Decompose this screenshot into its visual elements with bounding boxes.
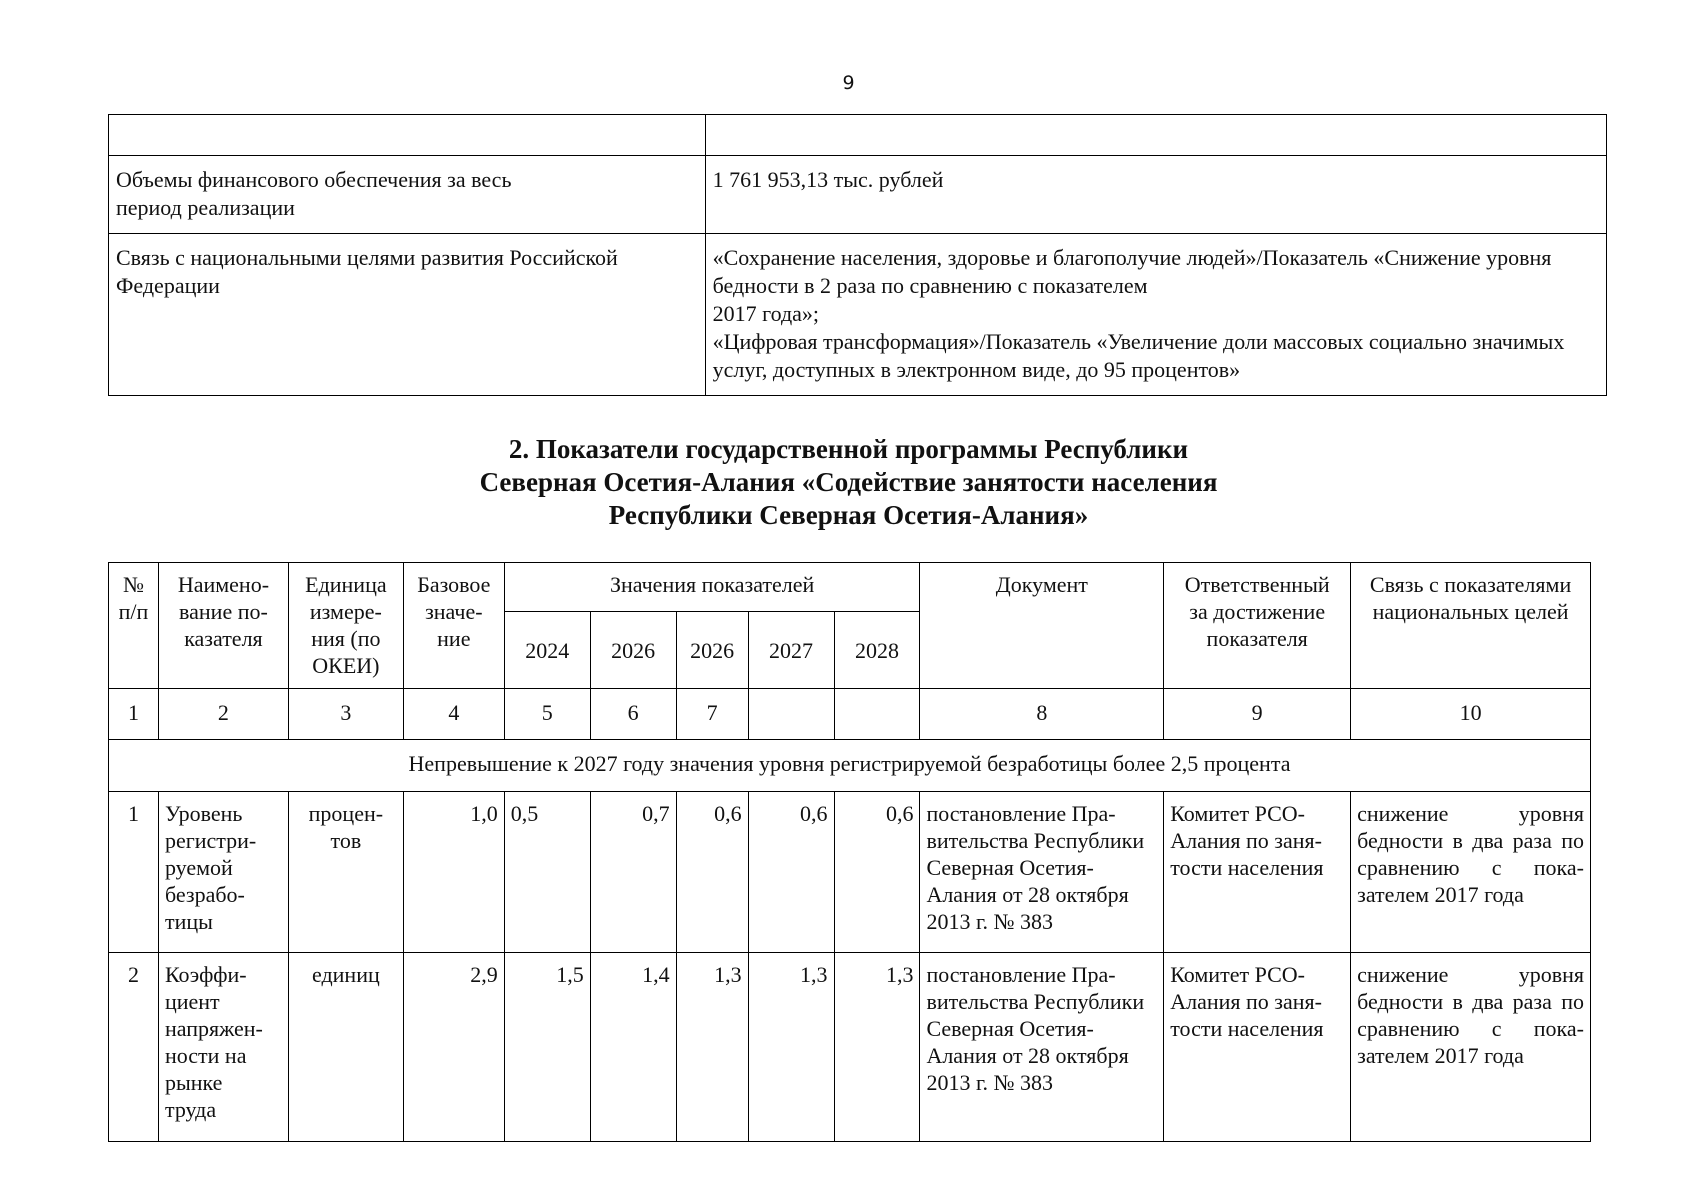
indicator-unit: единиц [288, 953, 403, 1142]
header-year: 2027 [748, 612, 834, 689]
header-no: № п/п [109, 563, 159, 689]
column-number: 3 [288, 689, 403, 740]
column-number: 6 [590, 689, 676, 740]
row-no: 1 [109, 792, 159, 953]
header-values-group: Значения показателей [504, 563, 920, 612]
header-year: 2024 [504, 612, 590, 689]
column-number: 8 [920, 689, 1164, 740]
table-row [109, 953, 1591, 1142]
column-number [748, 689, 834, 740]
passport-label-cell: Объемы финансового обеспечения за весь период реализации [109, 156, 706, 234]
header-link: Связь с показателями национальных целей [1351, 563, 1591, 689]
indicator-responsible: Комитет РСО-Алания по занятости населения [1164, 953, 1351, 1142]
indicator-responsible: Комитет РСО-Алания по занятости населения [1164, 792, 1351, 953]
header-name: Наимено- вание по- казателя [158, 563, 288, 689]
passport-value-cell: «Сохранение населения, здоровье и благополучие людей»/Показатель «Снижение уровня бедности в 2 раза по сравнению с показателем 2017 года»; «Цифровая трансформация»/Показатель «Увеличение доли массовых социально значимых услуг, доступных в электронном виде, до 95 процентов» [705, 234, 1606, 396]
indicator-name: Уровень регистри- руемой безрабо- тицы [158, 792, 288, 953]
header-base: Базовое значе- ние [403, 563, 504, 689]
indicator-value: 0,7 [590, 792, 676, 953]
column-numbers-row [109, 689, 1591, 740]
indicator-unit: процен- тов [288, 792, 403, 953]
column-number: 7 [676, 689, 748, 740]
column-number: 9 [1164, 689, 1351, 740]
indicators-table [108, 562, 1591, 1142]
table-row [109, 792, 1591, 953]
goal-text: Непревышение к 2027 году значения уровня регистрируемой безработицы более 2,5 процента [109, 740, 1591, 792]
indicator-value: 1,3 [676, 953, 748, 1142]
passport-table [108, 114, 1607, 396]
indicator-document: постановление Правительства Республики Северная Осетия-Алания от 28 октября 2013 г. № 383 [920, 792, 1164, 953]
page-number: 9 [842, 72, 855, 94]
indicator-value: 1,3 [834, 953, 920, 1142]
header-unit: Единица измере- ния (по ОКЕИ) [288, 563, 403, 689]
goal-row [109, 740, 1591, 792]
indicator-name: Коэффи- циент напряжен- ности на рынке труда [158, 953, 288, 1142]
row-no: 2 [109, 953, 159, 1142]
indicator-value: 1,5 [504, 953, 590, 1142]
passport-value-cell [705, 115, 1606, 156]
passport-label-cell: Связь с национальными целями развития Российской Федерации [109, 234, 706, 396]
table-row [109, 156, 1607, 234]
indicator-document: постановление Правительства Республики Северная Осетия-Алания от 28 октября 2013 г. № 383 [920, 953, 1164, 1142]
column-number: 10 [1351, 689, 1591, 740]
table-row [109, 234, 1607, 396]
column-number [834, 689, 920, 740]
passport-value-cell: 1 761 953,13 тыс. рублей [705, 156, 1606, 234]
indicator-link: снижение уровня бедности в два раза по сравнению с показателем 2017 года [1351, 953, 1591, 1142]
indicator-base: 2,9 [403, 953, 504, 1142]
indicator-value: 1,4 [590, 953, 676, 1142]
header-responsible: Ответственный за достижение показателя [1164, 563, 1351, 689]
indicator-value: 0,6 [834, 792, 920, 953]
section-heading: 2. Показатели государственной программы Республики Северная Осетия-Алания «Содействие занятости населения Республики Северная Осетия-Алания» [479, 434, 1218, 530]
indicator-value: 0,6 [676, 792, 748, 953]
header-document: Документ [920, 563, 1164, 689]
column-number: 1 [109, 689, 159, 740]
column-number: 4 [403, 689, 504, 740]
indicator-link: снижение уровня бедности в два раза по сравнению с показателем 2017 года [1351, 792, 1591, 953]
header-year: 2028 [834, 612, 920, 689]
passport-label-cell [109, 115, 706, 156]
header-row [109, 563, 1591, 612]
header-year: 2026 [590, 612, 676, 689]
column-number: 5 [504, 689, 590, 740]
column-number: 2 [158, 689, 288, 740]
table-row [109, 115, 1607, 156]
indicator-value: 1,3 [748, 953, 834, 1142]
header-year: 2026 [676, 612, 748, 689]
indicator-base: 1,0 [403, 792, 504, 953]
indicator-value: 0,5 [504, 792, 590, 953]
indicator-value: 0,6 [748, 792, 834, 953]
